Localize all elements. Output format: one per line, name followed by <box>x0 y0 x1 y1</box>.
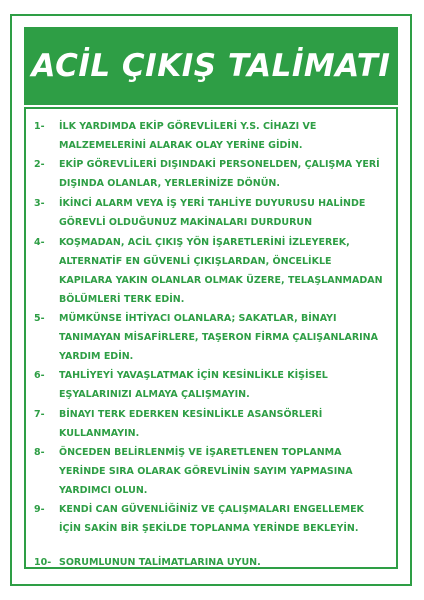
instruction-text: ÖNCEDEN BELİRLENMİŞ VE İŞARETLENEN TOPLANMA YERİNDE SIRA OLARAK GÖREVLİNİN SAYIM YAPMASINA YARDIMCI OLUN. <box>59 447 353 496</box>
instruction-item <box>34 117 386 155</box>
instruction-number: 3- <box>34 198 45 209</box>
instruction-item <box>34 309 386 366</box>
instruction-text: EKİP GÖREVLİLERİ DIŞINDAKİ PERSONELDEN, ÇALIŞMA YERİ DIŞINDA OLANLAR, YERLERİNİZE DÖNÜN. <box>59 159 380 189</box>
instruction-number: 10- <box>34 557 52 568</box>
instruction-item <box>34 194 386 232</box>
instruction-number: 8- <box>34 447 45 458</box>
instruction-text: MÜMKÜNSE İHTİYACI OLANLARA; SAKATLAR, BİNAYI TANIMAYAN MİSAFİRLERE, TAŞERON FİRMA ÇALIŞANLARINA YARDIM EDİN. <box>59 313 378 362</box>
sign-title: ACİL ÇIKIŞ TALİMATI <box>31 48 391 84</box>
instruction-number: 1- <box>34 121 45 132</box>
instruction-number: 2- <box>34 159 45 170</box>
instruction-text: SORUMLUNUN TALİMATLARINA UYUN. <box>59 557 261 568</box>
instruction-number: 6- <box>34 370 45 381</box>
instruction-text: BİNAYI TERK EDERKEN KESİNLİKLE ASANSÖRLERİ KULLANMAYIN. <box>59 409 323 439</box>
instruction-text: İLK YARDIMDA EKİP GÖREVLİLERİ Y.S. CİHAZI VE MALZEMELERİNİ ALARAK OLAY YERİNE GİDİN. <box>59 121 317 151</box>
instruction-text: TAHLİYEYİ YAVAŞLATMAK İÇİN KESİNLİKLE KİŞİSEL EŞYALARINIZI ALMAYA ÇALIŞMAYIN. <box>59 370 328 400</box>
instruction-number: 9- <box>34 504 45 515</box>
instruction-item <box>34 155 386 193</box>
instruction-item <box>34 233 386 309</box>
instruction-text: KENDİ CAN GÜVENLİĞİNİZ VE ÇALIŞMALARI ENGELLEMEK İÇİN SAKİN BİR ŞEKİLDE TOPLANMA YERİNDE BEKLEYİN. <box>59 504 364 534</box>
instruction-item <box>34 443 386 500</box>
instruction-number: 5- <box>34 313 45 324</box>
instruction-item <box>34 500 386 538</box>
instruction-item <box>34 405 386 443</box>
instruction-item <box>34 366 386 404</box>
instruction-text: İKİNCİ ALARM VEYA İŞ YERİ TAHLİYE DUYURUSU HALİNDE GÖREVLİ OLDUĞUNUZ MAKİNALARI DURDURUN <box>59 198 366 228</box>
instruction-text: KOŞMADAN, ACİL ÇIKIŞ YÖN İŞARETLERİNİ İZLEYEREK, ALTERNATİF EN GÜVENLİ ÇIKIŞLARDAN, ÖNCELİKLE KAPILARA YAKIN OLANLAR OLMAK ÜZERE, TELAŞLANMADAN BÖLÜMLERİ TERK EDİN. <box>59 237 383 305</box>
emergency-exit-sign <box>10 14 412 586</box>
instruction-item <box>34 553 386 572</box>
title-banner <box>24 27 398 105</box>
instructions-box <box>24 107 398 569</box>
instruction-number: 7- <box>34 409 45 420</box>
instruction-number: 4- <box>34 237 45 248</box>
